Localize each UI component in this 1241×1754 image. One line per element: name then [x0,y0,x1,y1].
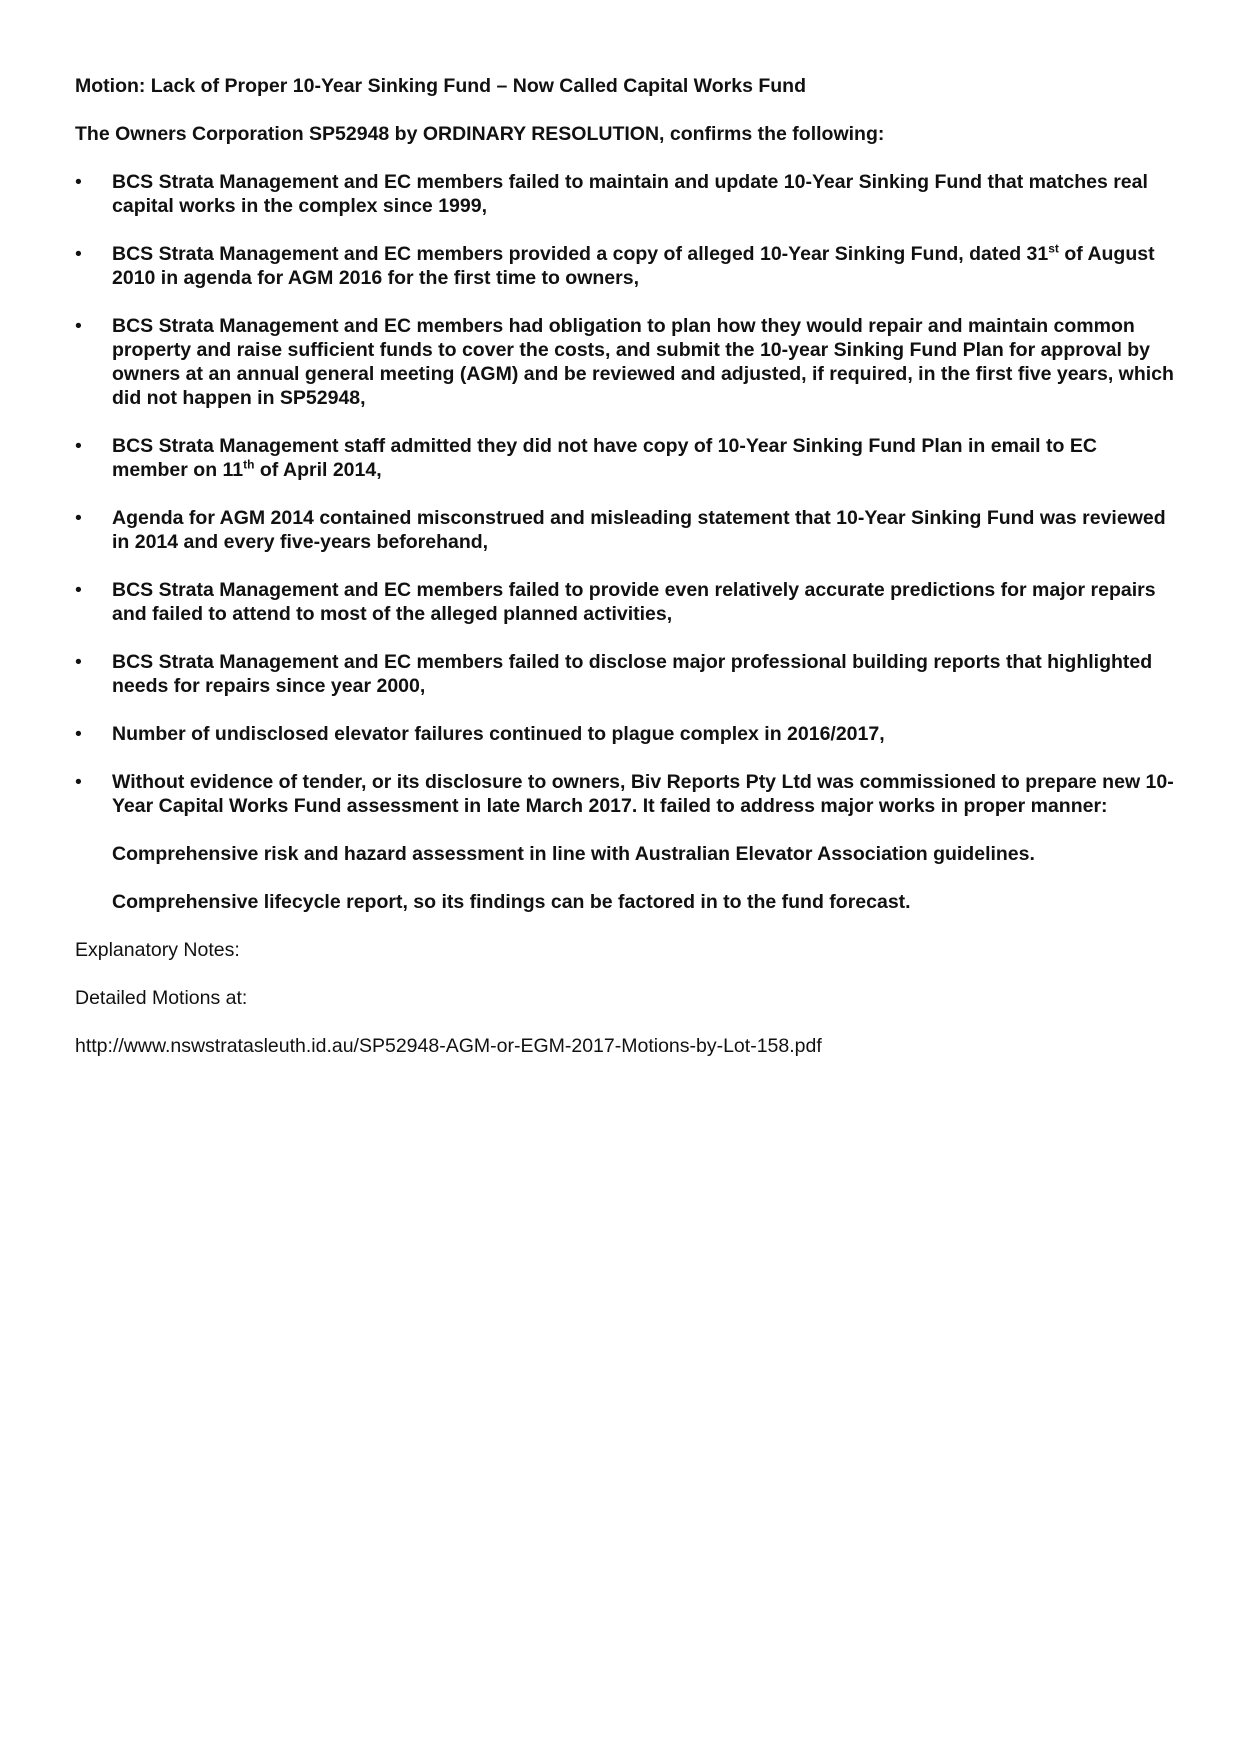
document-page [75,74,1175,1082]
list-item [75,314,1175,410]
resolution-intro: The Owners Corporation SP52948 by ORDINARY RESOLUTION, confirms the following: [75,123,885,145]
bullet-icon: • [75,507,82,529]
bullet-icon: • [75,723,82,745]
motion-bullet-list [75,170,1175,818]
ordinal-suffix: th [243,457,255,472]
bullet-icon: • [75,579,82,601]
bullet-icon: • [75,171,82,193]
bullet-text: Number of undisclosed elevator failures continued to plague complex in 2016/2017, [112,723,885,745]
detailed-motions-label: Detailed Motions at: [75,987,248,1009]
ordinal-suffix: st [1048,241,1059,256]
bullet-text-continued: of April 2014, [254,459,382,481]
bullet-text: BCS Strata Management and EC members provided a copy of alleged 10-Year Sinking Fund, dated 31 [112,243,1049,265]
detailed-motions-url-line [75,1034,1175,1058]
bullet-icon: • [75,771,82,793]
list-item [75,170,1175,218]
bullet-icon: • [75,315,82,337]
explanatory-notes-label: Explanatory Notes: [75,939,240,961]
bullet-text: Agenda for AGM 2014 contained misconstrued and misleading statement that 10-Year Sinking Fund was reviewed in 2014 and every five-years beforehand, [112,507,1166,553]
list-item [75,434,1175,482]
bullet-text: Without evidence of tender, or its disclosure to owners, Biv Reports Pty Ltd was commissioned to prepare new 10-Year Capital Works Fund assessment in late March 2017. It failed to address major works in proper manner: [112,771,1174,817]
bullet-text: BCS Strata Management and EC members had obligation to plan how they would repair and maintain common property and raise sufficient funds to cover the costs, and submit the 10-year Sinking Fund Plan for approval by owners at an annual general meeting (AGM) and be reviewed and adjusted, if required, in the first five years, which did not happen in SP52948, [112,315,1174,409]
bullet-text: BCS Strata Management and EC members failed to disclose major professional building reports that highlighted needs for repairs since year 2000, [112,651,1153,697]
list-item [75,722,1175,746]
list-item [75,242,1175,290]
sub-item-lifecycle-report: Comprehensive lifecycle report, so its findings can be factored in to the fund forecast. [112,891,911,913]
bullet-text: BCS Strata Management staff admitted they did not have copy of 10-Year Sinking Fund Plan in email to EC member on 11 [112,435,1097,481]
bullet-icon: • [75,243,82,265]
sub-item-risk-assessment: Comprehensive risk and hazard assessment in line with Australian Elevator Association guidelines. [112,843,1035,865]
list-item [75,506,1175,554]
bullet-icon: • [75,651,82,673]
list-item [75,650,1175,698]
list-item [75,578,1175,626]
bullet-icon: • [75,435,82,457]
bullet-text: BCS Strata Management and EC members failed to provide even relatively accurate predictions for major repairs and failed to attend to most of the alleged planned activities, [112,579,1156,625]
bullet-text: BCS Strata Management and EC members failed to maintain and update 10-Year Sinking Fund that matches real capital works in the complex since 1999, [112,171,1148,217]
detailed-motions-link[interactable]: http://www.nswstratasleuth.id.au/SP52948-AGM-or-EGM-2017-Motions-by-Lot-158.pdf [75,1035,822,1057]
motion-title: Motion: Lack of Proper 10-Year Sinking Fund – Now Called Capital Works Fund [75,75,806,97]
list-item [75,770,1175,818]
bullet-text-continued: of August 2010 in agenda for AGM 2016 for the first time to owners, [112,243,1155,289]
